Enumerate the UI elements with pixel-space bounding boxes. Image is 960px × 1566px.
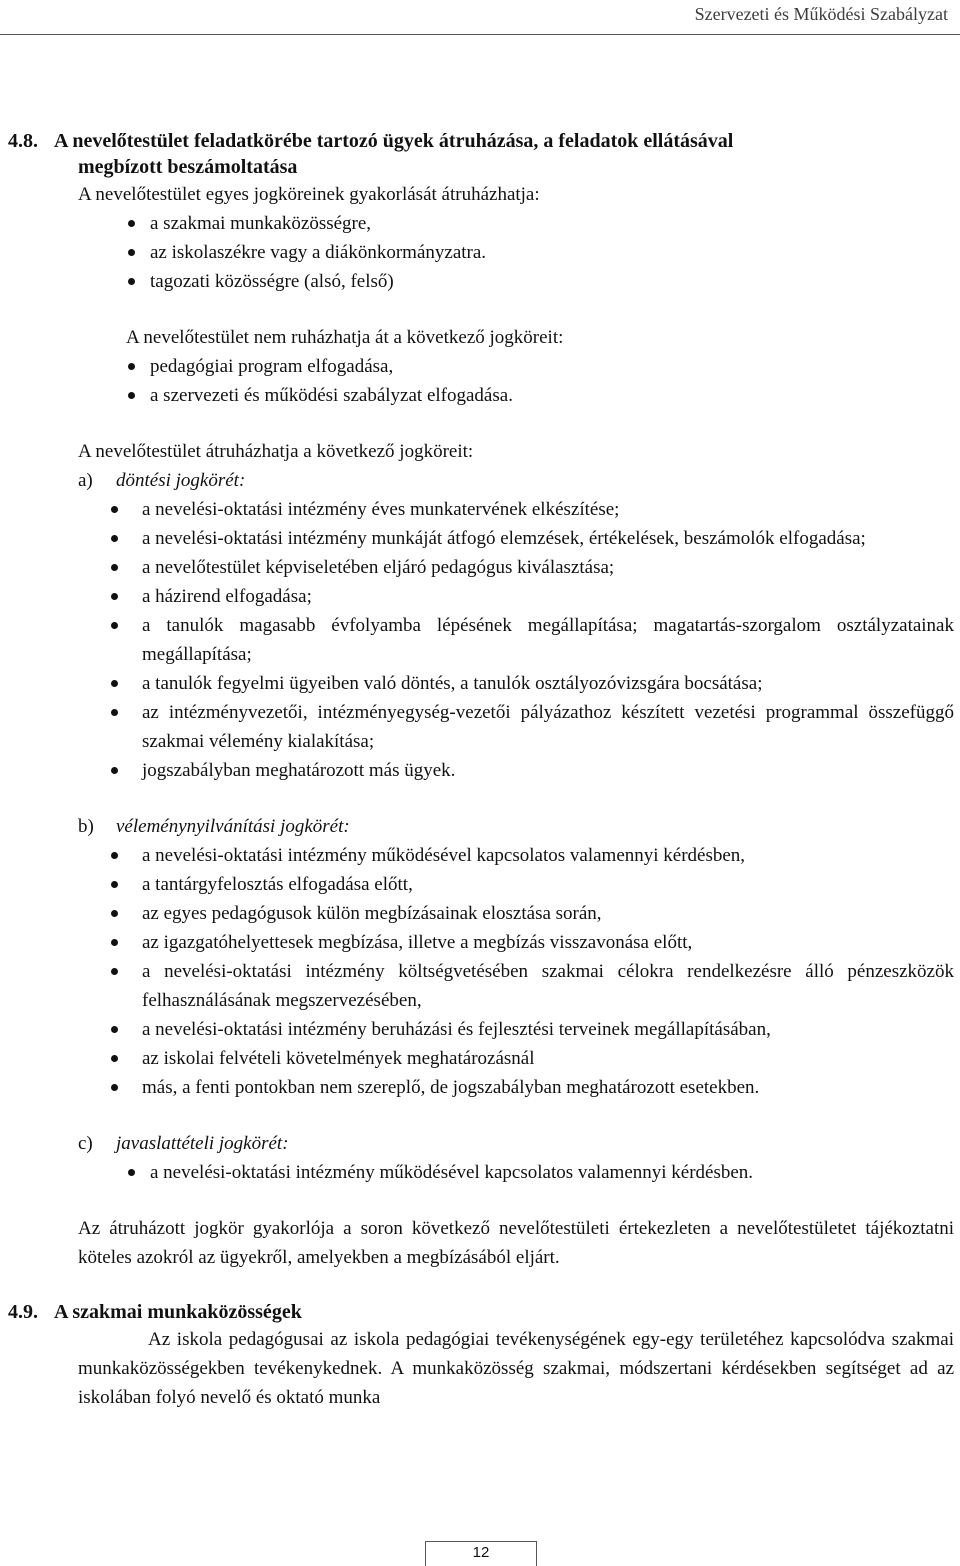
subsection-title: javaslattételi jogkörét: [116, 1133, 289, 1154]
section-title-line1: A nevelőtestület feladatkörébe tartozó ügyek átruházása, a feladatok ellátásával [54, 130, 734, 152]
list-item: a nevelési-oktatási intézmény működésével kapcsolatos valamennyi kérdésben, [8, 841, 954, 870]
subsection-label: a) [78, 470, 93, 491]
list-item: a nevelési-oktatási intézmény beruházási és fejlesztési terveinek megállapításában, [8, 1015, 954, 1044]
opinion-rights-list [8, 841, 954, 1102]
subsection-title: véleménynyilvánítási jogkörét: [116, 816, 350, 837]
document-title: Szervezeti és Működési Szabályzat [694, 4, 948, 24]
list-item: az intézményvezetői, intézményegység-vezetői pályázathoz készített vezetési programmal összefüggő szakmai vélemény kialakítása; [8, 698, 954, 756]
transfer-intro: A nevelőtestület egyes jogköreinek gyakorlását átruházhatja: [78, 184, 540, 205]
closing-paragraph: Az átruházott jogkör gyakorlója a soron következő nevelőtestületi értekezleten a nevelőtestületet tájékoztatni köteles azokról az ügyekről, amelyekben a megbízásából eljárt. [78, 1218, 954, 1268]
decision-rights-list [8, 495, 954, 785]
subsection-b-heading [8, 812, 954, 841]
list-item: a szakmai munkaközösségre, [8, 209, 954, 238]
list-item: a nevelőtestület képviseletében eljáró pedagógus kiválasztása; [8, 553, 954, 582]
list-item: a tanulók magasabb évfolyamba lépésének megállapítása; magatartás-szorgalom osztályzatainak megállapítása; [8, 611, 954, 669]
transfer-targets-list [8, 209, 954, 296]
subsection-label: b) [78, 816, 94, 837]
subsection-c-heading [8, 1129, 954, 1158]
list-item: a házirend elfogadása; [8, 582, 954, 611]
subsection-a-heading [8, 466, 954, 495]
list-item: a szervezeti és működési szabályzat elfogadása. [8, 381, 954, 410]
proposal-rights-list [8, 1158, 954, 1187]
list-item: a nevelési-oktatási intézmény működésével kapcsolatos valamennyi kérdésben. [8, 1158, 954, 1187]
section-number: 4.8. [8, 130, 38, 152]
page-content [8, 128, 954, 1412]
list-item: pedagógiai program elfogadása, [8, 352, 954, 381]
list-item: más, a fenti pontokban nem szereplő, de jogszabályban meghatározott esetekben. [8, 1073, 954, 1102]
list-item: a nevelési-oktatási intézmény költségvetésében szakmai célokra rendelkezésre álló pénzeszközök felhasználásának megszervezésében, [8, 957, 954, 1015]
transferable-intro: A nevelőtestület átruházhatja a következő jogköreit: [78, 441, 474, 462]
section-title-text: A szakmai munkaközösségek [54, 1301, 302, 1323]
list-item: jogszabályban meghatározott más ügyek. [8, 756, 954, 785]
page-header [0, 0, 960, 35]
non-transfer-intro: A nevelőtestület nem ruházhatja át a következő jogköreit: [126, 327, 564, 348]
non-transferable-list [8, 352, 954, 410]
page-number: 12 [425, 1541, 537, 1566]
section-4-8-title [8, 128, 954, 154]
subsection-label: c) [78, 1133, 93, 1154]
list-item: az igazgatóhelyettesek megbízása, illetve a megbízás visszavonása előtt, [8, 928, 954, 957]
list-item: a tantárgyfelosztás elfogadása előtt, [8, 870, 954, 899]
list-item: tagozati közösségre (alsó, felső) [8, 267, 954, 296]
section-title-line2: megbízott beszámoltatása [78, 156, 298, 178]
list-item: a nevelési-oktatási intézmény munkáját átfogó elemzések, értékelések, beszámolók elfogadása; [8, 524, 954, 553]
list-item: az egyes pedagógusok külön megbízásainak elosztása során, [8, 899, 954, 928]
section-4-9-title [8, 1299, 954, 1325]
subsection-title: döntési jogkörét: [116, 470, 246, 491]
list-item: a nevelési-oktatási intézmény éves munkatervének elkészítése; [8, 495, 954, 524]
section-4-9-paragraph: Az iskola pedagógusai az iskola pedagógiai tevékenységének egy-egy területéhez kapcsolódva szakmai munkaközösségekben tevékenykednek. A munkaközösség szakmai, módszertani kérdésekben segítséget ad az iskolában folyó nevelő és oktató munka [78, 1329, 954, 1408]
list-item: az iskolaszékre vagy a diákönkormányzatra. [8, 238, 954, 267]
section-number: 4.9. [8, 1301, 38, 1323]
list-item: a tanulók fegyelmi ügyeiben való döntés, a tanulók osztályozóvizsgára bocsátása; [8, 669, 954, 698]
list-item: az iskolai felvételi követelmények meghatározásnál [8, 1044, 954, 1073]
